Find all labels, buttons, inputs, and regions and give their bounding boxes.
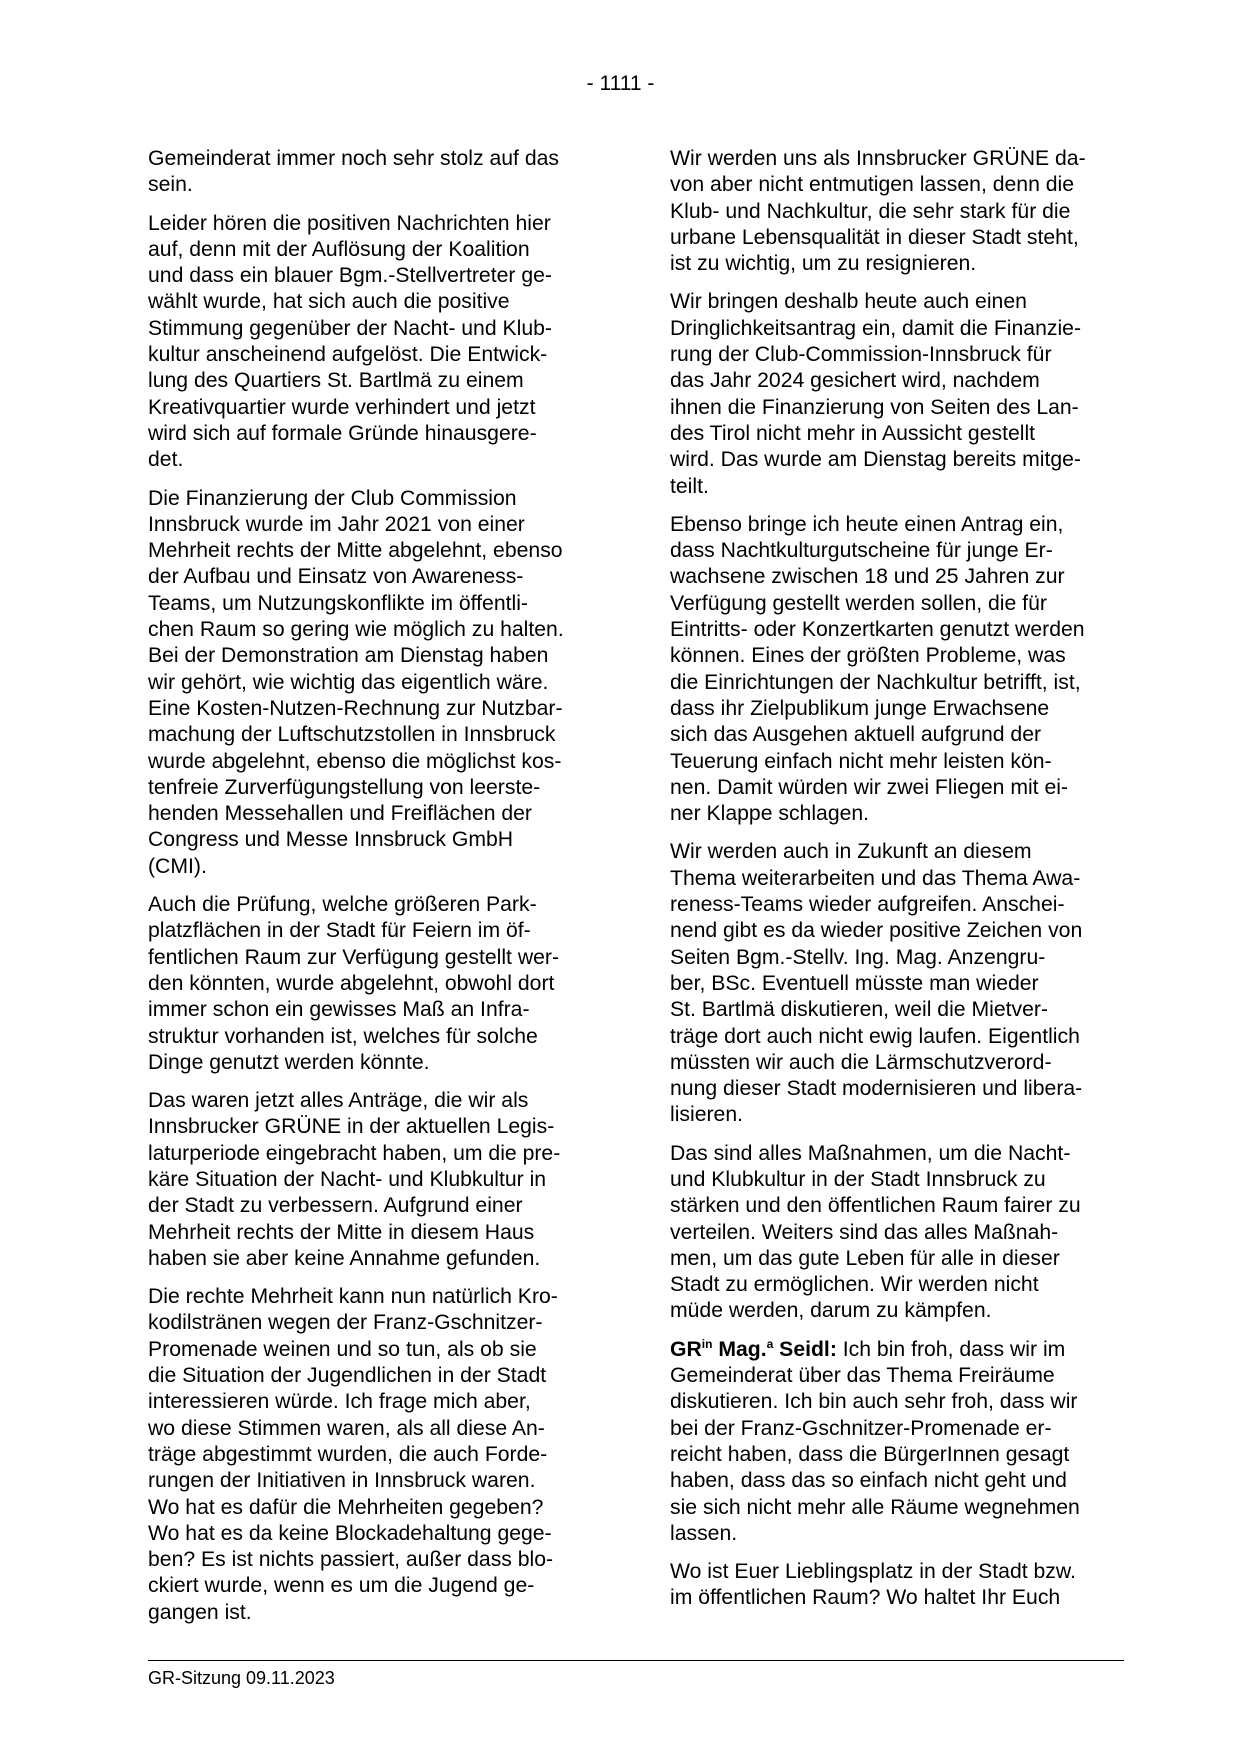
- text-line: urbane Lebensqualität in dieser Stadt steht,: [670, 225, 1079, 249]
- text-line: Mehrheit rechts der Mitte abgelehnt, ebenso: [148, 539, 563, 563]
- text-line: Wo hat es da keine Blockadehaltung gege-: [148, 1521, 552, 1545]
- text-line: rungen der Initiativen in Innsbruck waren.: [148, 1469, 536, 1493]
- text-line: Das waren jetzt alles Anträge, die wir als: [148, 1089, 529, 1113]
- text-line: Dringlichkeitsantrag ein, damit die Finanzie-: [670, 316, 1081, 340]
- speaker-name: [670, 1338, 837, 1361]
- text-line: Auch die Prüfung, welche größeren Park-: [148, 893, 537, 917]
- text-line: Gemeinderat immer noch sehr stolz auf das: [148, 147, 559, 170]
- speaker-title-mag-sup: a: [766, 1336, 774, 1351]
- text-line: (CMI).: [148, 854, 207, 878]
- text-line: träge abgestimmt wurden, die auch Forde-: [148, 1442, 548, 1466]
- text-line: struktur vorhanden ist, welches für solche: [148, 1024, 538, 1048]
- text-line: Das sind alles Maßnahmen, um die Nacht-: [670, 1141, 1071, 1165]
- text-line: platzflächen in der Stadt für Feiern im öf-: [148, 919, 531, 943]
- text-line: wir gehört, wie wichtig das eigentlich wäre.: [148, 670, 549, 694]
- page-number: - 1111 -: [586, 72, 655, 95]
- text-line: reness-Teams wieder aufgreifen. Anschei-: [670, 893, 1065, 917]
- text-line: det.: [148, 448, 184, 472]
- text-line: ihnen die Finanzierung von Seiten des Lan-: [670, 395, 1079, 419]
- text-line: müssten wir auch die Lärmschutzverord-: [670, 1050, 1052, 1074]
- footer-divider: [148, 1660, 1124, 1661]
- text-line: henden Messehallen und Freiflächen der: [148, 802, 532, 826]
- text-line: nen. Damit würden wir zwei Fliegen mit ei-: [670, 775, 1068, 799]
- text-line: wo diese Stimmen waren, als all diese An-: [148, 1416, 545, 1440]
- text-line: Die Finanzierung der Club Commission: [148, 486, 517, 510]
- text-line: die Einrichtungen der Nachkultur betrifft, ist,: [670, 670, 1081, 694]
- left-column: [148, 146, 590, 1638]
- text-line: laturperiode eingebracht haben, um die pre-: [148, 1141, 561, 1165]
- text-line: Teams, um Nutzungskonflikte im öffentli-: [148, 591, 528, 615]
- paragraph: [148, 892, 590, 1076]
- text-line: lisieren.: [670, 1103, 744, 1127]
- text-line: fentlichen Raum zur Verfügung gestellt wer-: [148, 945, 560, 969]
- text-line: träge dort auch nicht ewig laufen. Eigentlich: [670, 1024, 1080, 1048]
- speaker-title-gr-sup: in: [701, 1336, 713, 1351]
- text-line: ckiert wurde, wenn es um die Jugend ge-: [148, 1574, 535, 1598]
- text-line: den könnten, wurde abgelehnt, obwohl dort: [148, 971, 555, 995]
- text-line: gangen ist.: [148, 1600, 252, 1624]
- text-line: ben? Es ist nichts passiert, außer dass blo-: [148, 1548, 554, 1572]
- text-line: St. Bartlmä diskutieren, weil die Mietver-: [670, 998, 1048, 1022]
- text-line: rung der Club-Commission-Innsbruck für: [670, 343, 1052, 367]
- text-line: sein.: [148, 173, 193, 197]
- text-line: Mehrheit rechts der Mitte in diesem Haus: [148, 1220, 535, 1244]
- text-line: diskutieren. Ich bin auch sehr froh, dass wir: [670, 1390, 1078, 1414]
- text-line: käre Situation der Nacht- und Klubkultur in: [148, 1167, 547, 1191]
- paragraph: [670, 839, 1112, 1128]
- final-paragraph: [670, 1559, 1112, 1612]
- text-line: kultur anscheinend aufgelöst. Die Entwick-: [148, 343, 548, 367]
- text-line: teilt.: [670, 474, 709, 498]
- text-line: stärken und den öffentlichen Raum fairer zu: [670, 1194, 1081, 1218]
- right-column: [670, 146, 1112, 1624]
- text-line: wird sich auf formale Gründe hinausgere-: [148, 421, 537, 445]
- text-line: Teuerung einfach nicht mehr leisten kön-: [670, 749, 1052, 773]
- text-line: ber, BSc. Eventuell müsste man wieder: [670, 971, 1039, 995]
- text-line: Klub- und Nachkultur, die sehr stark für die: [670, 199, 1071, 223]
- paragraph: [670, 1141, 1112, 1325]
- text-line: im öffentlichen Raum? Wo haltet Ihr Euch: [670, 1586, 1061, 1610]
- paragraph: [670, 512, 1112, 828]
- text-line: der Aufbau und Einsatz von Awareness-: [148, 565, 524, 589]
- speaker-title-mag: Mag.: [712, 1337, 767, 1361]
- text-line: lassen.: [670, 1521, 738, 1545]
- speaker-paragraph: [670, 1337, 1112, 1547]
- text-line: chen Raum so gering wie möglich zu halten.: [148, 618, 564, 642]
- speaker-surname: Seidl:: [773, 1337, 837, 1361]
- text-line: können. Eines der größten Probleme, was: [670, 644, 1066, 668]
- text-line: machung der Luftschutzstollen in Innsbruck: [148, 723, 556, 747]
- text-line: Stimmung gegenüber der Nacht- und Klub-: [148, 316, 552, 340]
- text-line: Innsbrucker GRÜNE in der aktuellen Legis-: [148, 1115, 555, 1139]
- text-line: sich das Ausgehen aktuell aufgrund der: [670, 723, 1042, 747]
- text-line: ner Klappe schlagen.: [670, 802, 870, 826]
- text-line: immer schon ein gewisses Maß an Infra-: [148, 998, 530, 1022]
- text-line: verteilen. Weiters sind das alles Maßnah-: [670, 1220, 1059, 1244]
- text-line: die Situation der Jugendlichen in der Stadt: [148, 1364, 547, 1388]
- text-line: von aber nicht entmutigen lassen, denn die: [670, 173, 1075, 197]
- text-line: Promenade weinen und so tun, als ob sie: [148, 1337, 537, 1361]
- text-line: kodilstränen wegen der Franz-Gschnitzer-: [148, 1311, 543, 1335]
- text-line: Wir werden auch in Zukunft an diesem: [670, 840, 1032, 864]
- text-line: wählt wurde, hat sich auch die positive: [148, 290, 510, 314]
- text-line: haben, dass das so einfach nicht geht und: [670, 1469, 1067, 1493]
- text-line: Verfügung gestellt werden sollen, die für: [670, 591, 1047, 615]
- text-line: wachsene zwischen 18 und 25 Jahren zur: [670, 565, 1065, 589]
- text-line: Wo ist Euer Lieblingsplatz in der Stadt bzw.: [670, 1560, 1076, 1584]
- text-line: Ebenso bringe ich heute einen Antrag ein,: [670, 512, 1064, 536]
- text-line: Wo hat es dafür die Mehrheiten gegeben?: [148, 1495, 544, 1519]
- text-line: wurde abgelehnt, ebenso die möglichst kos-: [148, 749, 562, 773]
- text-line: sie sich nicht mehr alle Räume wegnehmen: [670, 1495, 1080, 1519]
- text-line: Thema weiterarbeiten und das Thema Awa-: [670, 866, 1081, 890]
- text-line: und dass ein blauer Bgm.-Stellvertreter ge-: [148, 264, 552, 288]
- text-line: reicht haben, dass die BürgerInnen gesagt: [670, 1442, 1070, 1466]
- text-line: Congress und Messe Innsbruck GmbH: [148, 828, 514, 852]
- text-line: Eine Kosten-Nutzen-Rechnung zur Nutzbar-: [148, 696, 563, 720]
- text-line: bei der Franz-Gschnitzer-Promenade er-: [670, 1416, 1052, 1440]
- text-line: Wir bringen deshalb heute auch einen: [670, 290, 1027, 314]
- text-line: ist zu wichtig, um zu resignieren.: [670, 252, 977, 276]
- text-line: dass ihr Zielpublikum junge Erwachsene: [670, 696, 1050, 720]
- speaker-title-gr: GR: [670, 1337, 702, 1361]
- text-line: haben sie aber keine Annahme gefunden.: [148, 1246, 541, 1270]
- text-line: Gemeinderat über das Thema Freiräume: [670, 1364, 1055, 1388]
- paragraph: [148, 146, 590, 199]
- text-line: nend gibt es da wieder positive Zeichen von: [670, 919, 1083, 943]
- paragraph: [670, 146, 1112, 277]
- text-line: tenfreie Zurverfügungstellung von leerste-: [148, 775, 541, 799]
- text-line: Die rechte Mehrheit kann nun natürlich Kro-: [148, 1285, 558, 1309]
- text-line: der Stadt zu verbessern. Aufgrund einer: [148, 1194, 523, 1218]
- text-line: dass Nachtkulturgutscheine für junge Er-: [670, 539, 1053, 563]
- text-line: Dinge genutzt werden könnte.: [148, 1050, 430, 1074]
- paragraph: [670, 289, 1112, 499]
- text-line: auf, denn mit der Auflösung der Koalition: [148, 237, 530, 261]
- text-line: und Klubkultur in der Stadt Innsbruck zu: [670, 1167, 1046, 1191]
- text-line: das Jahr 2024 gesichert wird, nachdem: [670, 369, 1040, 393]
- text-line: lung des Quartiers St. Bartlmä zu einem: [148, 369, 524, 393]
- text-line: des Tirol nicht mehr in Aussicht gestellt: [670, 421, 1036, 445]
- text-line: wird. Das wurde am Dienstag bereits mitge-: [670, 448, 1081, 472]
- text-line: Kreativquartier wurde verhindert und jetzt: [148, 395, 536, 419]
- text-line: interessieren würde. Ich frage mich aber,: [148, 1390, 531, 1414]
- footer-session-date: GR-Sitzung 09.11.2023: [148, 1668, 335, 1688]
- paragraph: [148, 486, 590, 880]
- text-line: Eintritts- oder Konzertkarten genutzt werden: [670, 618, 1085, 642]
- text-line: müde werden, darum zu kämpfen.: [670, 1299, 992, 1323]
- text-line: Ich bin froh, dass wir im: [842, 1337, 1066, 1361]
- text-line: men, um das gute Leben für alle in dieser: [670, 1246, 1060, 1270]
- paragraph: [148, 1088, 590, 1272]
- text-line: Stadt zu ermöglichen. Wir werden nicht: [670, 1273, 1039, 1297]
- paragraph: [148, 1284, 590, 1626]
- paragraph: [148, 211, 590, 474]
- text-line: Leider hören die positiven Nachrichten hier: [148, 211, 551, 235]
- text-line: nung dieser Stadt modernisieren und libera-: [670, 1077, 1083, 1101]
- text-line: Bei der Demonstration am Dienstag haben: [148, 644, 549, 668]
- text-line: Innsbruck wurde im Jahr 2021 von einer: [148, 512, 525, 536]
- text-line: Wir werden uns als Innsbrucker GRÜNE da-: [670, 147, 1086, 170]
- text-line: Seiten Bgm.-Stellv. Ing. Mag. Anzengru-: [670, 945, 1046, 969]
